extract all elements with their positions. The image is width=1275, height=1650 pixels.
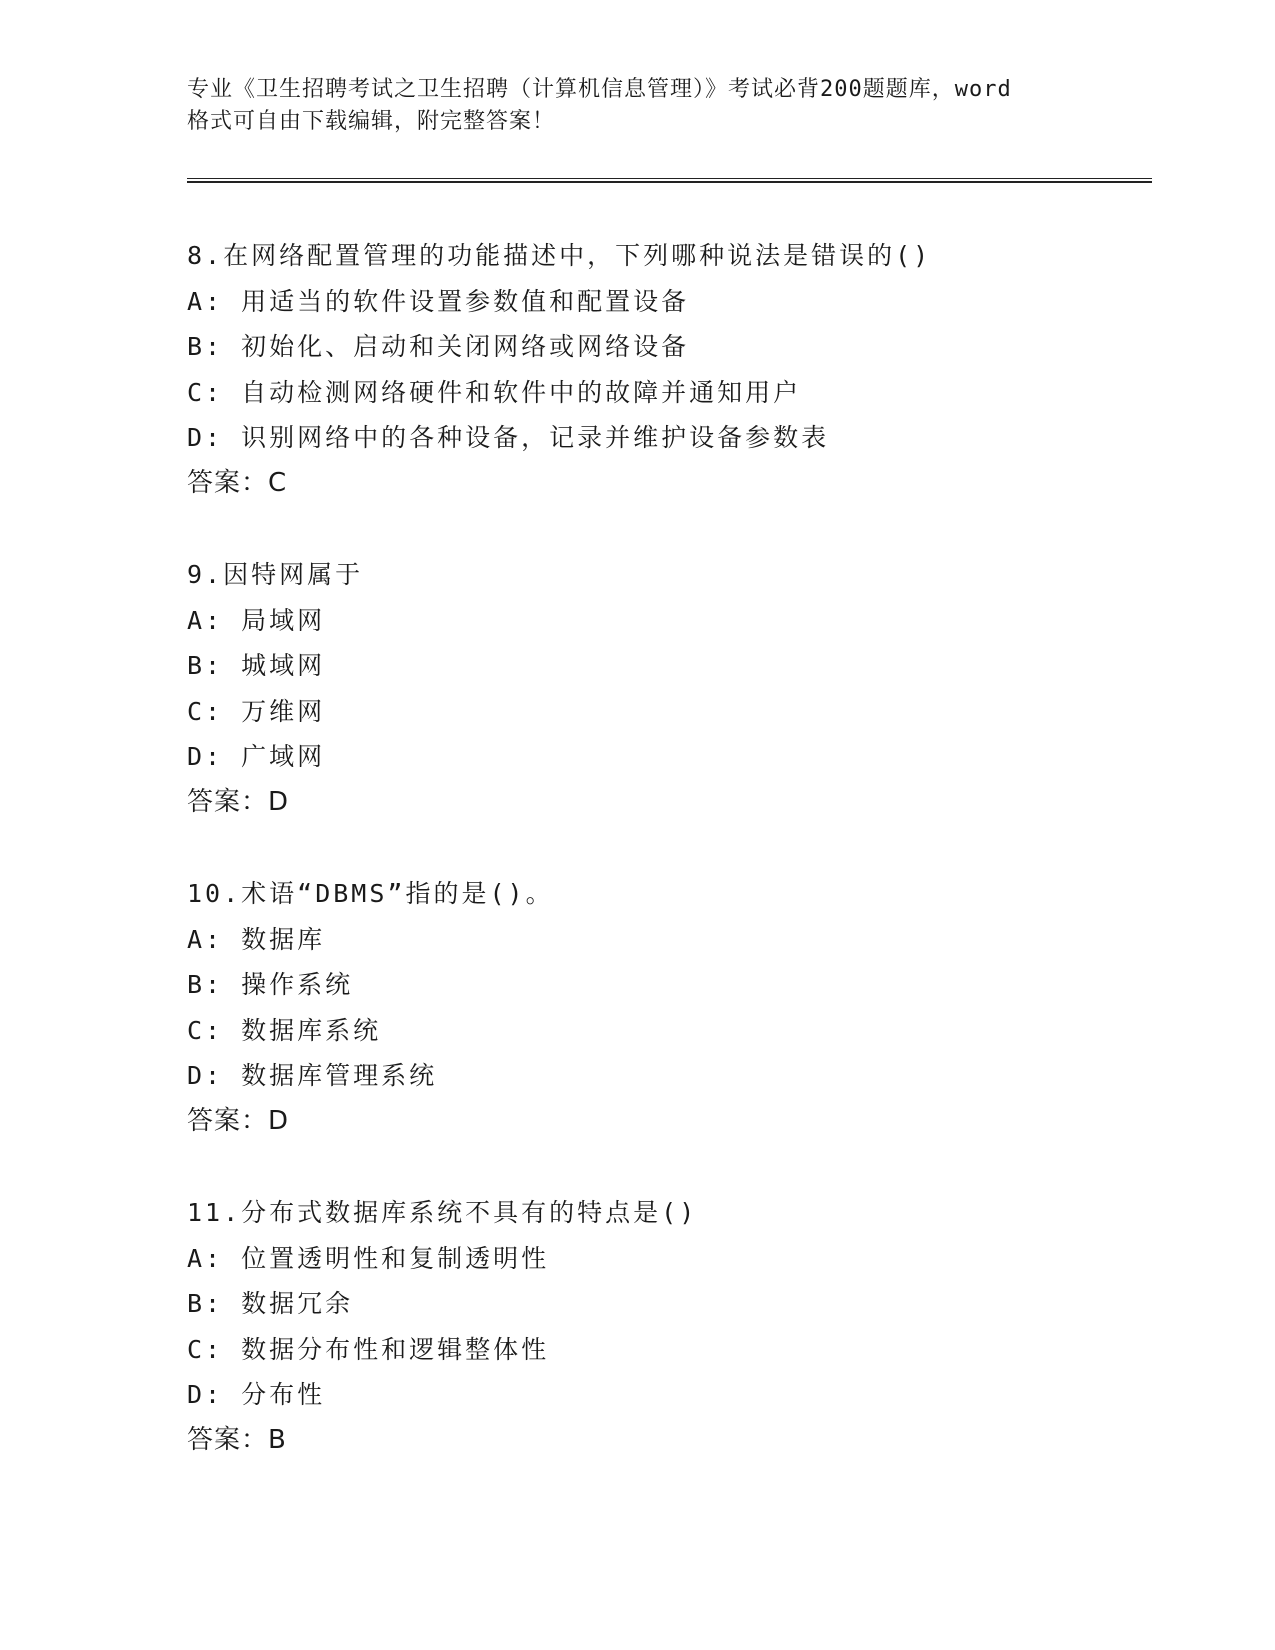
header-divider-bottom (187, 181, 1152, 183)
question-stem: 10.术语“DBMS”指的是()。 (187, 879, 554, 908)
option-a: A: 用适当的软件设置参数值和配置设备 (187, 286, 690, 316)
option-d: D: 数据库管理系统 (187, 1061, 438, 1090)
question-stem: 11.分布式数据库系统不具有的特点是() (187, 1198, 698, 1227)
question-block (187, 233, 1147, 506)
header-line-1: 专业《卫生招聘考试之卫生招聘（计算机信息管理）》考试必背200题题库，word (187, 77, 1012, 102)
option-b: B: 操作系统 (187, 970, 354, 999)
option-d: D: 广域网 (187, 742, 326, 771)
question-block (187, 1190, 1147, 1463)
question-block (187, 552, 1147, 825)
option-d: D: 分布性 (187, 1380, 326, 1409)
answer-line: 答案：C (187, 467, 288, 498)
option-b: B: 数据冗余 (187, 1289, 354, 1318)
option-a: A: 局域网 (187, 605, 326, 635)
header-line-2: 格式可自由下载编辑，附完整答案！ (187, 109, 556, 134)
option-c: C: 自动检测网络硬件和软件中的故障并通知用户 (187, 377, 802, 407)
answer-line: 答案：B (187, 1424, 287, 1455)
option-d: D: 识别网络中的各种设备，记录并维护设备参数表 (187, 423, 830, 452)
answer-line: 答案：D (187, 1105, 290, 1136)
answer-line: 答案：D (187, 786, 290, 817)
document-header (187, 74, 1107, 138)
header-divider-top (187, 178, 1152, 179)
option-a: A: 数据库 (187, 924, 326, 954)
option-c: C: 万维网 (187, 696, 326, 726)
question-stem: 9.因特网属于 (187, 560, 364, 589)
question-block (187, 871, 1147, 1144)
option-b: B: 城域网 (187, 651, 326, 680)
option-c: C: 数据分布性和逻辑整体性 (187, 1334, 550, 1364)
option-c: C: 数据库系统 (187, 1015, 382, 1045)
option-a: A: 位置透明性和复制透明性 (187, 1243, 550, 1273)
question-stem: 8.在网络配置管理的功能描述中，下列哪种说法是错误的() (187, 241, 932, 270)
option-b: B: 初始化、启动和关闭网络或网络设备 (187, 332, 690, 361)
